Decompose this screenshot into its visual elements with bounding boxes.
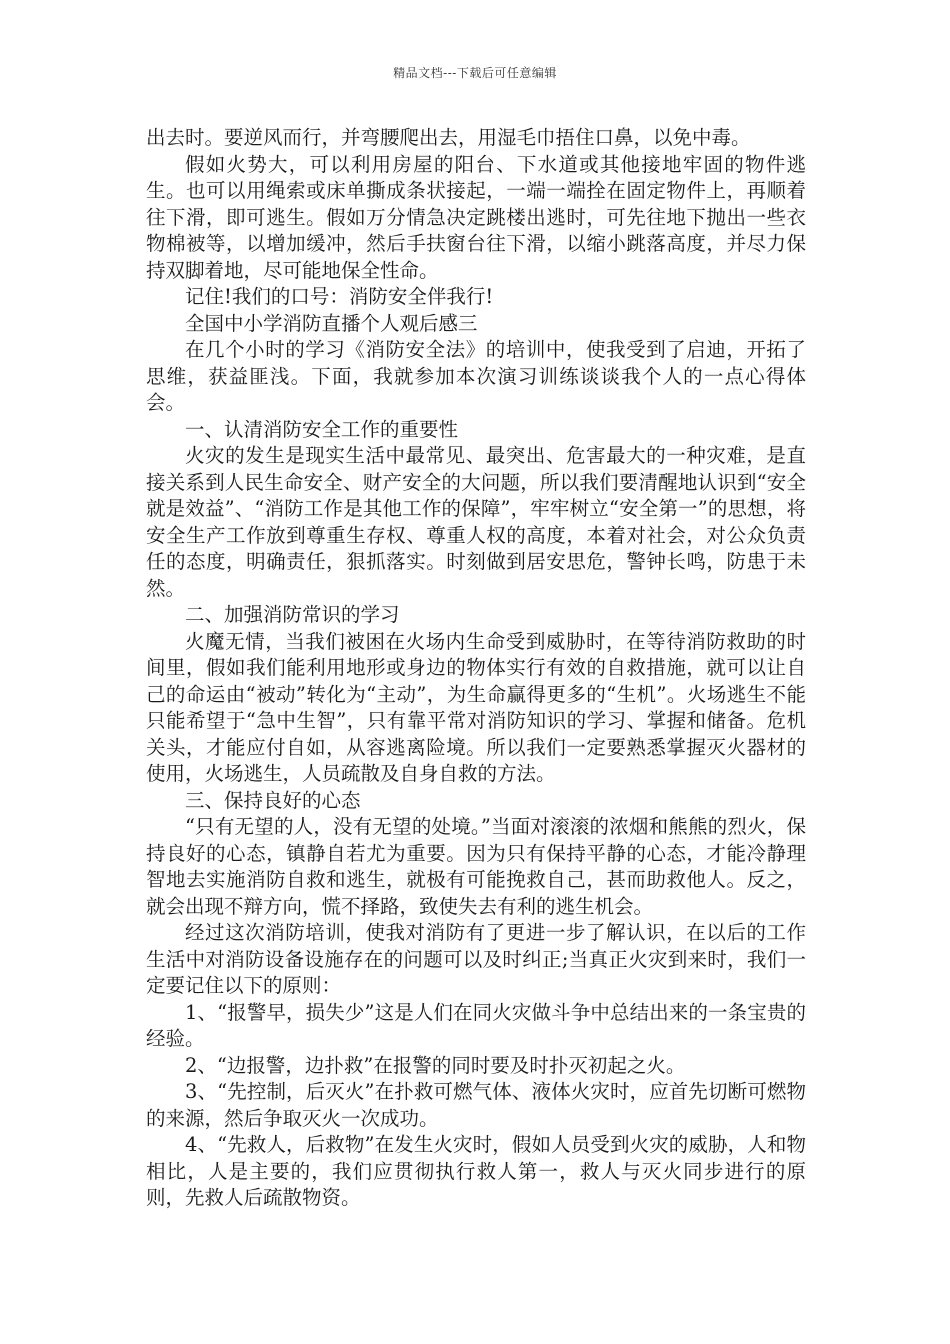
principle-item-3: 3、“先控制，后灭火”在扑救可燃气体、液体火灾时，应首先切断可燃物的来源，然后争取灭火一次成功。 <box>146 1080 806 1130</box>
paragraph-slogan: 记住!我们的口号：消防安全伴我行! <box>185 285 494 308</box>
paragraph-point-one: 火灾的发生是现实生活中最常见、最突出、危害最大的一种灾难，是直接关系到人民生命安全、财产安全的大问题，所以我们要清醒地认识到“安全就是效益”、“消防工作是其他工作的保障”，牢牢树立“安全第一”的思想，将安全生产工作放到尊重生存权、尊重人权的高度，本着对社会，对公众负责任的态度，明确责任，狠抓落实。时刻做到居安思危，警钟长鸣，防患于未然。 <box>146 444 806 600</box>
heading-point-one: 一、认清消防安全工作的重要性 <box>185 417 459 441</box>
paragraph-continuation: 出去时。要逆风而行，并弯腰爬出去，用湿毛巾捂住口鼻，以免中毒。 <box>146 126 751 149</box>
heading-point-two: 二、加强消防常识的学习 <box>185 603 400 626</box>
section-title: 全国中小学消防直播个人观后感三 <box>185 311 478 335</box>
paragraph-point-three: “只有无望的人，没有无望的处境。”当面对滚滚的浓烟和熊熊的烈火，保持良好的心态，镇静自若尤为重要。因为只有保持平静的心态，才能冷静理智地去实施消防自救和逃生，就极有可能挽救自己，甚而助救他人。反之，就会出现不辩方向，慌不择路，致使失去有利的逃生机会。 <box>146 815 806 918</box>
heading-point-three: 三、保持良好的心态 <box>185 788 361 812</box>
paragraph-conclusion: 经过这次消防培训，使我对消防有了更进一步了解认识，在以后的工作生活中对消防设备设施存在的问题可以及时纠正;当真正火灾到来时，我们一定要记住以下的原则： <box>146 921 806 997</box>
page-header: 精品文档---下载后可任意编辑 <box>393 66 557 80</box>
paragraph-escape-methods: 假如火势大，可以利用房屋的阳台、下水道或其他接地牢固的物件逃生。也可以用绳索或床单撕成条状接起，一端一端拴在固定物件上，再顺着往下滑，即可逃生。假如万分情急决定跳楼出逃时，可先往地下抛出一些衣物棉被等，以增加缓冲，然后手扶窗台往下滑，以缩小跳落高度，并尽力保持双脚着地，尽可能地保全性命。 <box>146 152 806 282</box>
principle-item-4: 4、“先救人，后救物”在发生火灾时，假如人员受到火灾的威胁，人和物相比，人是主要的，我们应贯彻执行救人第一，救人与灭火同步进行的原则，先救人后疏散物资。 <box>146 1133 806 1209</box>
principle-item-2: 2、“边报警，边扑救”在报警的同时要及时扑灭初起之火。 <box>185 1053 686 1077</box>
document-body <box>146 125 806 1212</box>
principle-item-1: 1、“报警早，损失少”这是人们在同火灾做斗争中总结出来的一条宝贵的经验。 <box>146 1000 806 1050</box>
paragraph-point-two: 火魔无情，当我们被困在火场内生命受到威胁时，在等待消防救助的时间里，假如我们能利用地形或身边的物体实行有效的自救措施，就可以让自己的命运由“被动”转化为“主动”，为生命赢得更多的“生机”。火场逃生不能只能希望于“急中生智”，只有靠平常对消防知识的学习、掌握和储备。危机关头，才能应付自如，从容逃离险境。所以我们一定要熟悉掌握灭火器材的使用，火场逃生，人员疏散及自身自救的方法。 <box>146 629 806 785</box>
paragraph-intro: 在几个小时的学习《消防安全法》的培训中，使我受到了启迪，开拓了思维，获益匪浅。下面，我就参加本次演习训练谈谈我个人的一点心得体会。 <box>146 338 806 414</box>
